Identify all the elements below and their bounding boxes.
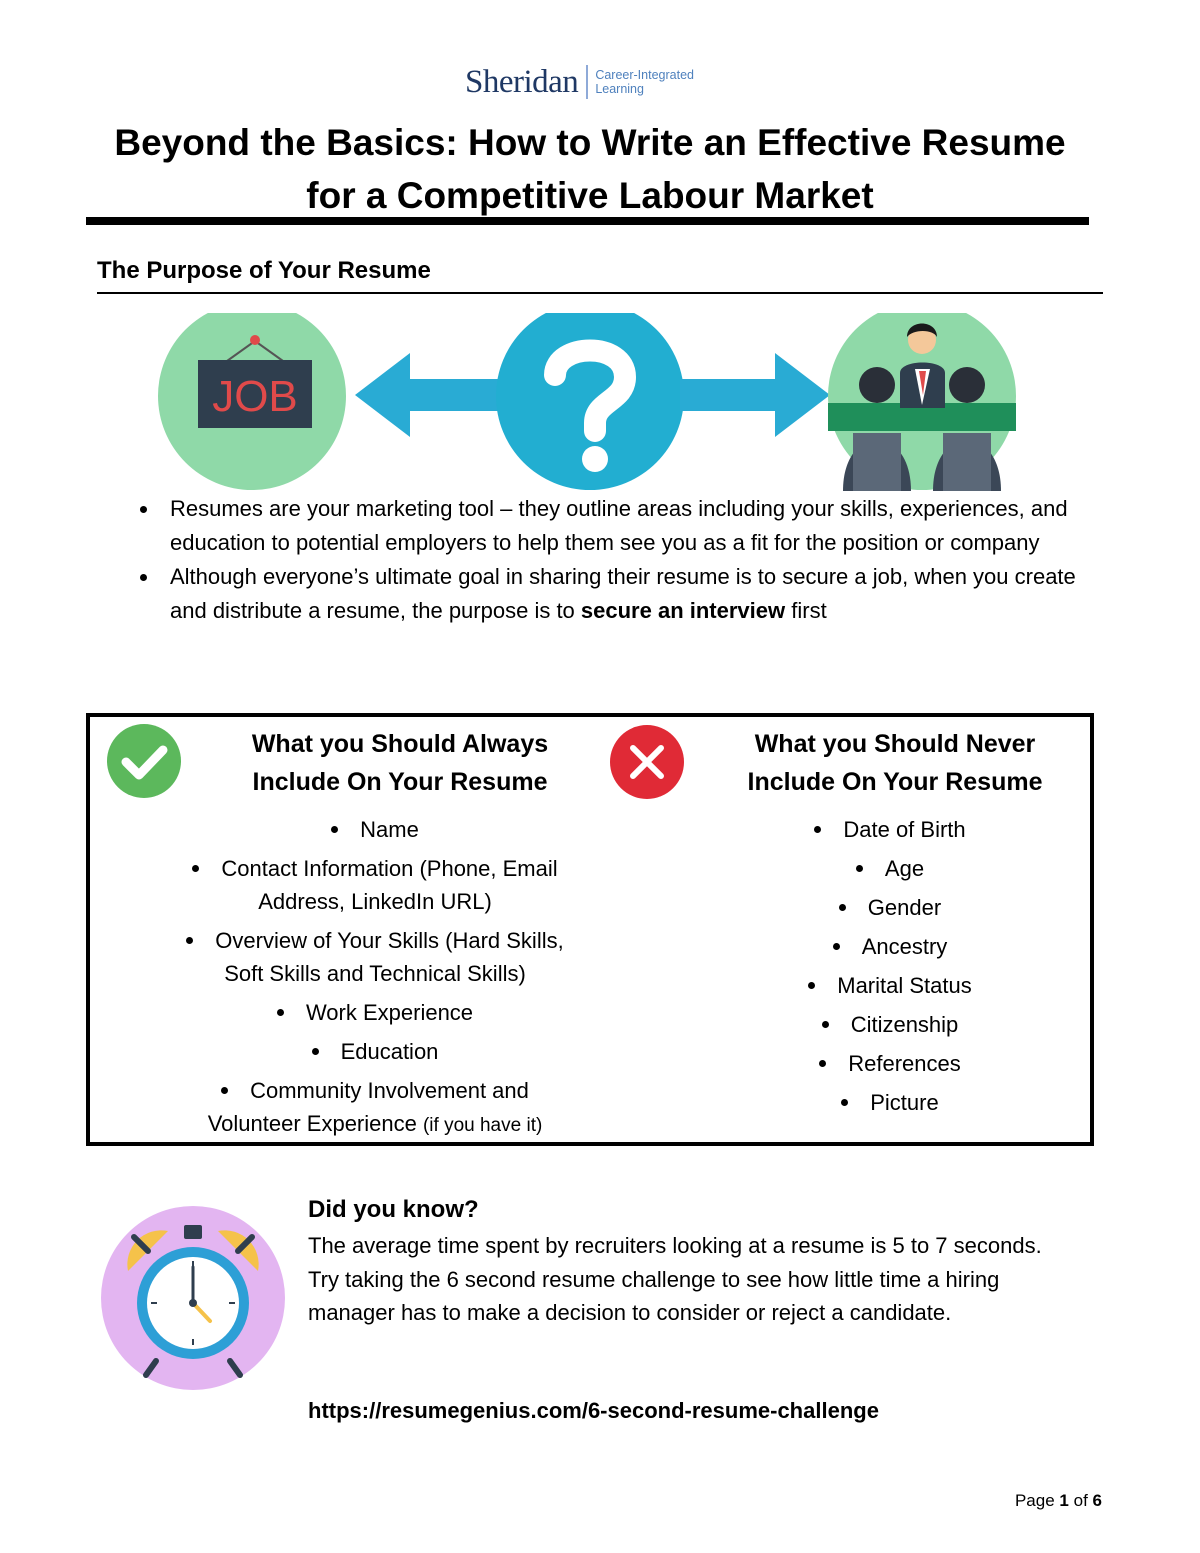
list-item — [720, 969, 1060, 1002]
always-item: Address, LinkedIn URL) — [258, 889, 492, 914]
purpose-bullet-2-before: Although everyone’s ultimate goal in sharing their resume is to secure a job, when you create and distribute a resume, the purpose is to — [170, 564, 1076, 623]
page-number — [1015, 1491, 1102, 1511]
purpose-bullet-2-after: first — [785, 598, 827, 623]
did-you-know-line2: Try taking the 6 second resume challenge to see how little time a hiring manager has to make a decision to consider or reject a candidate. — [308, 1266, 1000, 1325]
list-item — [130, 885, 620, 918]
never-item: Date of Birth — [843, 817, 966, 842]
always-never-box — [86, 713, 1094, 1146]
did-you-know-line1: The average time spent by recruiters looking at a resume is 5 to 7 seconds. — [308, 1233, 1042, 1258]
page-of-word: of — [1073, 1491, 1088, 1510]
list-item — [130, 1035, 620, 1068]
always-item: Education — [340, 1039, 439, 1064]
list-item — [130, 996, 620, 1029]
page-current: 1 — [1059, 1491, 1069, 1510]
never-column — [590, 717, 1090, 1142]
purpose-heading-rule — [97, 292, 1103, 294]
purpose-bullet-1: Resumes are your marketing tool – they outline areas including your skills, experiences, and education to potential employers to help them see you as a fit for the position or company — [170, 496, 1068, 555]
purpose-bullet-2-bold: secure an interview — [580, 598, 786, 623]
x-circle-icon — [609, 724, 685, 800]
always-title-line2: Include On Your Resume — [252, 768, 548, 796]
list-item — [720, 852, 1060, 885]
logo-divider — [586, 65, 588, 99]
list-item — [720, 930, 1060, 963]
list-item — [720, 813, 1060, 846]
list-item — [720, 1047, 1060, 1080]
logo-wordmark: Sheridan — [465, 63, 579, 100]
alarm-clock-icon — [98, 1203, 288, 1393]
logo-subtitle — [595, 68, 694, 96]
list-item — [130, 1074, 620, 1107]
never-item: Gender — [867, 895, 942, 920]
never-title — [700, 725, 1090, 801]
always-item: Contact Information (Phone, Email — [221, 856, 558, 881]
right-arrow-icon — [680, 353, 830, 437]
list-item — [720, 1086, 1060, 1119]
never-item: Ancestry — [861, 934, 948, 959]
job-sign-icon — [158, 313, 346, 490]
purpose-bullets — [138, 492, 1113, 628]
never-title-line2: Include On Your Resume — [747, 768, 1043, 796]
logo-subtitle-line1: Career-Integrated — [595, 68, 694, 82]
question-mark-icon — [496, 313, 684, 490]
did-you-know-text — [308, 1229, 1068, 1330]
title-line-1: Beyond the Basics: How to Write an Effective Resume — [114, 122, 1066, 163]
never-item: Age — [884, 856, 925, 881]
never-item: Citizenship — [850, 1012, 959, 1037]
always-list — [130, 813, 620, 1148]
never-item: References — [848, 1051, 961, 1076]
always-title-line1: What you Should Always — [251, 730, 549, 758]
list-item — [130, 852, 620, 885]
check-circle-icon — [106, 723, 182, 799]
list-item — [720, 1008, 1060, 1041]
logo-subtitle-line2: Learning — [595, 82, 644, 96]
purpose-heading: The Purpose of Your Resume — [97, 257, 431, 284]
always-item: Community Involvement and — [250, 1078, 529, 1103]
always-column — [90, 717, 590, 1142]
list-item — [138, 492, 1113, 560]
always-item: Overview of Your Skills (Hard Skills, — [215, 928, 564, 953]
job-sign-text: JOB — [212, 372, 298, 421]
always-item: Volunteer Experience — [207, 1111, 423, 1136]
page-word: Page — [1014, 1491, 1055, 1510]
list-item — [130, 1107, 620, 1142]
sheridan-logo — [465, 62, 694, 102]
list-item — [720, 891, 1060, 924]
list-item — [130, 813, 620, 846]
always-item: Work Experience — [305, 1000, 474, 1025]
always-item: Soft Skills and Technical Skills) — [224, 961, 526, 986]
never-item: Marital Status — [837, 973, 972, 998]
purpose-graphic — [155, 313, 1025, 491]
resume-challenge-link[interactable]: https://resumegenius.com/6-second-resume-challenge — [308, 1398, 879, 1423]
interview-panel-icon — [828, 313, 1016, 491]
always-item-note: (if you have it) — [422, 1115, 543, 1136]
did-you-know-title: Did you know? — [308, 1196, 479, 1223]
list-item — [138, 560, 1113, 628]
title-divider — [86, 217, 1089, 225]
title-line-2: for a Competitive Labour Market — [306, 175, 874, 216]
never-list — [720, 813, 1060, 1125]
document-title — [60, 116, 1120, 222]
page-total: 6 — [1092, 1491, 1102, 1510]
always-title — [190, 725, 610, 801]
never-title-line1: What you Should Never — [754, 730, 1036, 758]
list-item — [130, 924, 620, 957]
never-item: Picture — [870, 1090, 939, 1115]
left-arrow-icon — [355, 353, 500, 437]
list-item — [130, 957, 620, 990]
always-item: Name — [360, 817, 419, 842]
